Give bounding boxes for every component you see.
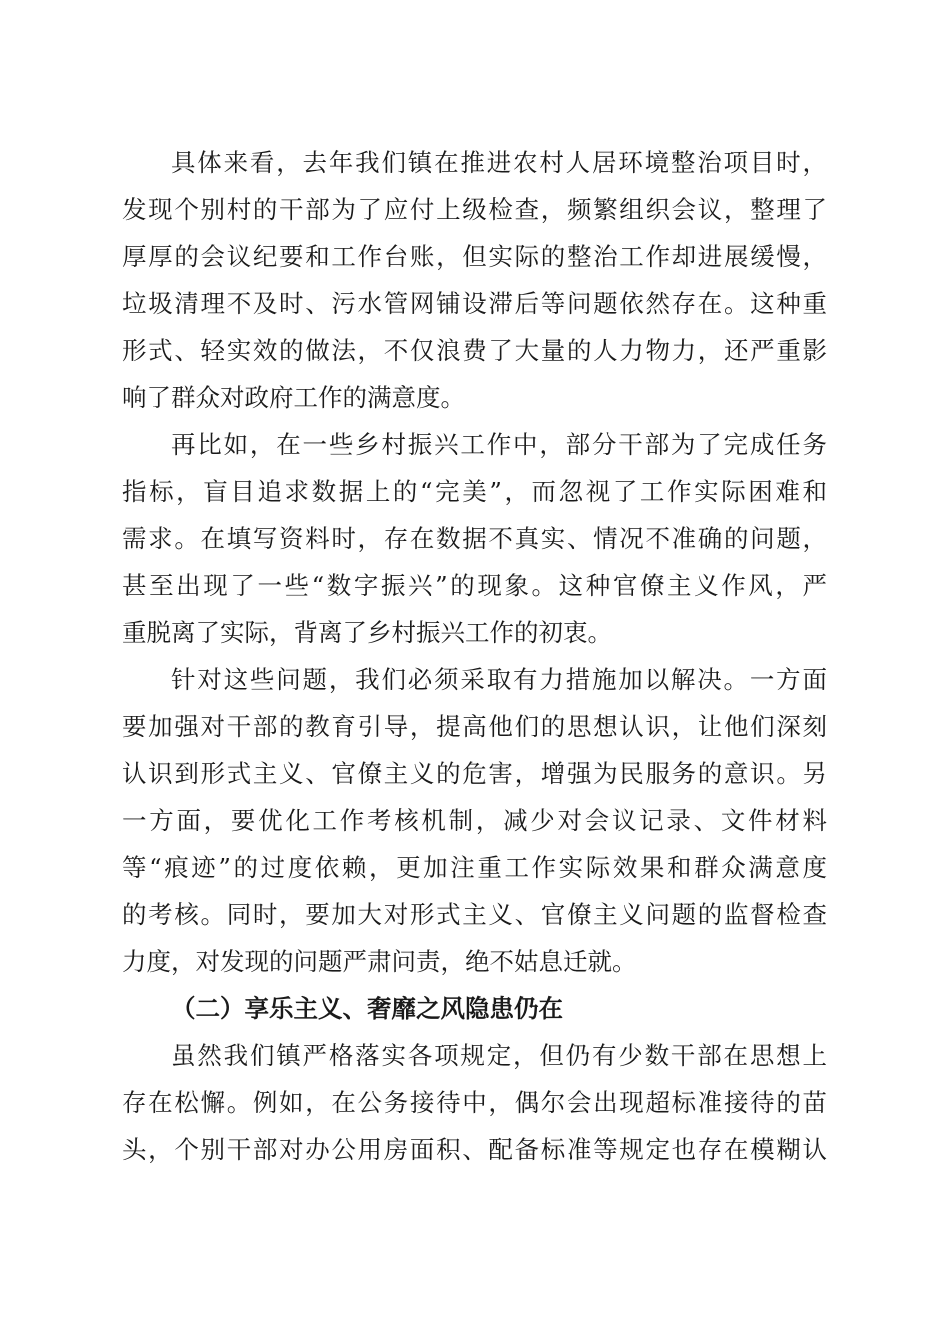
paragraph-3-line-3: 认识到形式主义、官僚主义的危害，增强为民服务的意识。另 (122, 759, 827, 788)
paragraph-1-line-1: 具体来看，去年我们镇在推进农村人居环境整治项目时， (171, 148, 827, 177)
section-heading: （二）享乐主义、奢靡之风隐患仍在 (171, 994, 563, 1023)
paragraph-1-line-6: 响了群众对政府工作的满意度。 (122, 383, 465, 412)
paragraph-4-line-2: 存在松懈。例如，在公务接待中，偶尔会出现超标准接待的苗 (122, 1088, 827, 1117)
paragraph-3-line-2: 要加强对干部的教育引导，提高他们的思想认识，让他们深刻 (122, 712, 827, 741)
paragraph-1-line-3: 厚厚的会议纪要和工作台账，但实际的整治工作却进展缓慢， (122, 242, 827, 271)
paragraph-3-line-5: 等“痕迹”的过度依赖，更加注重工作实际效果和群众满意度 (122, 853, 827, 882)
paragraph-3-line-6: 的考核。同时，要加大对形式主义、官僚主义问题的监督检查 (122, 900, 827, 929)
paragraph-2-line-5: 重脱离了实际，背离了乡村振兴工作的初衷。 (122, 618, 612, 647)
paragraph-2-line-2: 指标，盲目追求数据上的“完美”，而忽视了工作实际困难和 (122, 477, 827, 506)
paragraph-3-line-7: 力度，对发现的问题严肃问责，绝不姑息迁就。 (122, 947, 637, 976)
paragraph-3-line-4: 一方面，要优化工作考核机制，减少对会议记录、文件材料 (122, 806, 827, 835)
paragraph-2-line-3: 需求。在填写资料时，存在数据不真实、情况不准确的问题， (122, 524, 827, 553)
paragraph-2-line-4: 甚至出现了一些“数字振兴”的现象。这种官僚主义作风，严 (122, 571, 827, 600)
paragraph-1-line-2: 发现个别村的干部为了应付上级检查，频繁组织会议，整理了 (122, 195, 827, 224)
paragraph-1-line-5: 形式、轻实效的做法，不仅浪费了大量的人力物力，还严重影 (122, 336, 827, 365)
paragraph-3-line-1: 针对这些问题，我们必须采取有力措施加以解决。一方面 (171, 665, 827, 694)
paragraph-4-line-3: 头，个别干部对办公用房面积、配备标准等规定也存在模糊认 (122, 1135, 827, 1164)
paragraph-2-line-1: 再比如，在一些乡村振兴工作中，部分干部为了完成任务 (171, 430, 827, 459)
paragraph-4-line-1: 虽然我们镇严格落实各项规定，但仍有少数干部在思想上 (171, 1041, 827, 1070)
paragraph-1-line-4: 垃圾清理不及时、污水管网铺设滞后等问题依然存在。这种重 (122, 289, 827, 318)
